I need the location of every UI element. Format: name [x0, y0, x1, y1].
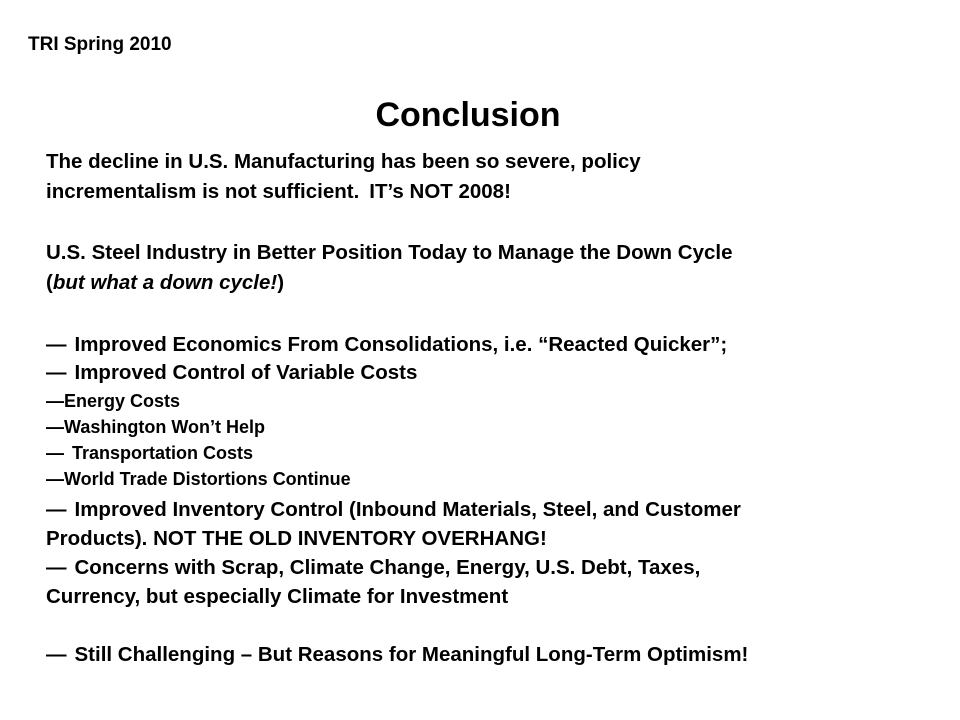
- dash-marker: —: [46, 443, 64, 463]
- bullet-world-trade: —World Trade Distortions Continue: [46, 469, 351, 489]
- para1-line1: The decline in U.S. Manufacturing has been so severe, policy: [46, 150, 641, 173]
- dash-marker: —: [46, 333, 67, 356]
- dash-marker: —: [46, 361, 67, 384]
- para2-line2: (but what a down cycle!): [46, 271, 285, 294]
- dash-marker: —: [46, 469, 64, 489]
- para2-line1: U.S. Steel Industry in Better Position Today to Manage the Down Cycle: [46, 241, 733, 264]
- dash-marker: —: [46, 643, 67, 666]
- bullet-inventory-line1: — Improved Inventory Control (Inbound Materials, Steel, and Customer: [46, 498, 741, 521]
- bullet-energy-costs: —Energy Costs: [46, 391, 181, 411]
- dash-marker: —: [46, 498, 67, 521]
- dash-marker: —: [46, 556, 67, 579]
- bullet-consolidations: — Improved Economics From Consolidations, i.e. “Reacted Quicker”;: [46, 333, 728, 356]
- para1-line2-text: incrementalism is not sufficient.: [46, 180, 360, 203]
- para1-line2: [46, 180, 511, 204]
- para1-emphasis: IT’s NOT 2008!: [369, 180, 511, 203]
- bullet-inventory-line2: Products). NOT THE OLD INVENTORY OVERHANG!: [46, 527, 547, 550]
- bullet-transportation: — Transportation Costs: [46, 443, 254, 463]
- dash-marker: —: [46, 391, 64, 411]
- bullet-washington: —Washington Won’t Help: [46, 417, 265, 437]
- bullet-optimism: — Still Challenging – But Reasons for Meaningful Long-Term Optimism!: [46, 643, 749, 666]
- header-tag: TRI Spring 2010: [28, 34, 172, 55]
- slide-title: Conclusion: [375, 96, 561, 134]
- bullet-variable-costs: — Improved Control of Variable Costs: [46, 361, 418, 384]
- dash-marker: —: [46, 417, 64, 437]
- bullet-concerns-line1: — Concerns with Scrap, Climate Change, Energy, U.S. Debt, Taxes,: [46, 556, 701, 579]
- bullet-concerns-line2: Currency, but especially Climate for Investment: [46, 585, 509, 608]
- para2-italic: but what a down cycle!: [52, 271, 278, 294]
